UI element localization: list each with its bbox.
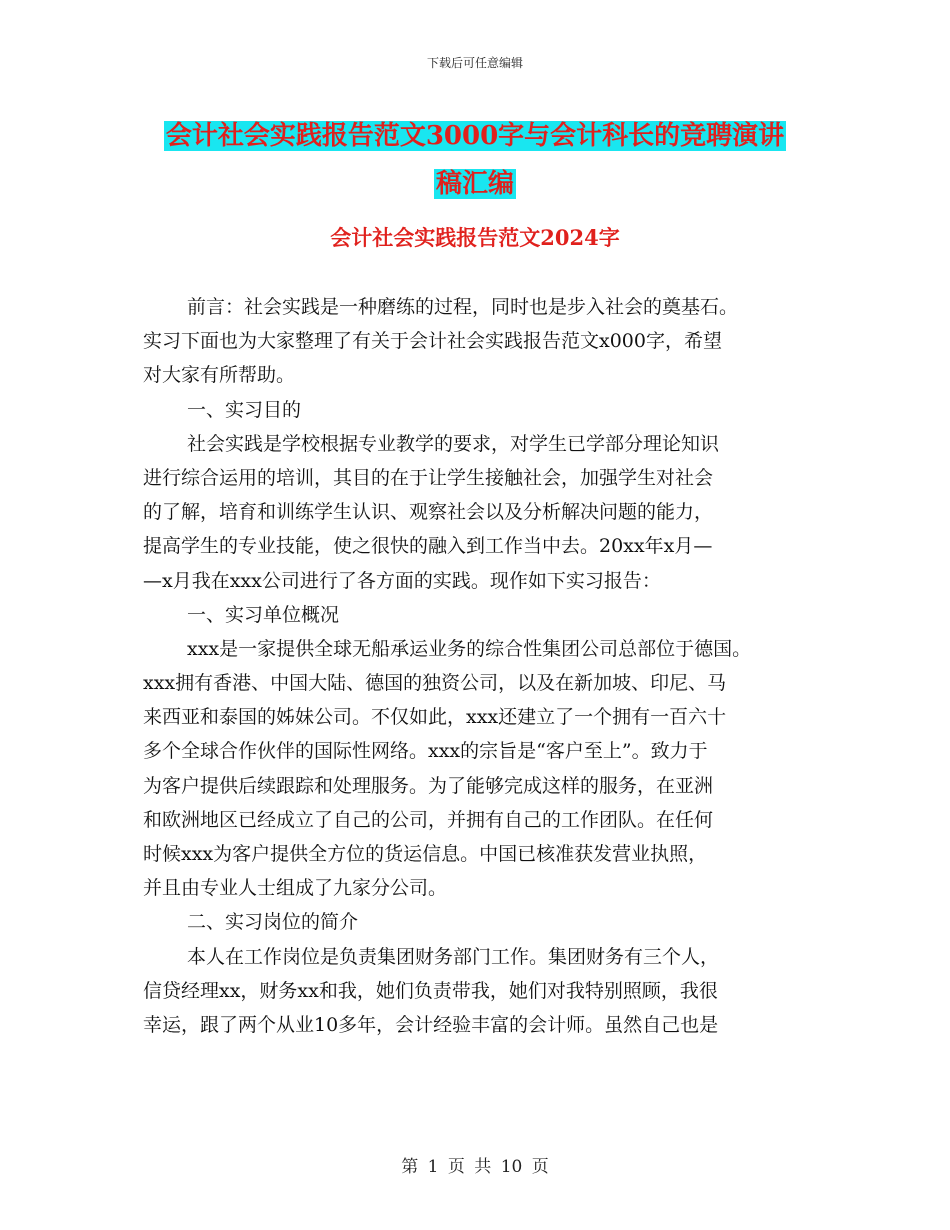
title-line-2: 稿汇编 [435, 169, 514, 199]
text-line: 和欧洲地区已经成立了自己的公司，并拥有自己的工作团队。在任何 [143, 808, 714, 831]
text-line: 二、实习岗位的简介 [187, 911, 359, 934]
body-text [143, 290, 823, 1042]
text-line: 前言：社会实践是一种磨练的过程，同时也是步入社会的奠基石。 [187, 296, 739, 318]
text-line: 社会实践是学校根据专业教学的要求，对学生已学部分理论知识 [187, 432, 720, 455]
text-line: 幸运，跟了两个从业10多年，会计经验丰富的会计师。虽然自己也是 [143, 1013, 719, 1036]
text-line: xxx拥有香港、中国大陆、德国的独资公司，以及在新加坡、印尼、马 [143, 672, 727, 695]
section-title: 会计社会实践报告范文2024字 [330, 225, 620, 250]
page-number: 第 1 页 共 10 页 [401, 1157, 549, 1177]
text-line: 一、实习目的 [187, 398, 302, 421]
text-line: 实习下面也为大家整理了有关于会计社会实践报告范文x000字，希望 [143, 330, 722, 353]
text-line: —x月我在xxx公司进行了各方面的实践。现作如下实习报告： [143, 569, 661, 592]
title-line-1: 会计社会实践报告范文3000字与会计科长的竞聘演讲 [165, 121, 785, 151]
text-line: xxx是一家提供全球无船承运业务的综合性集团公司总部位于德国。 [187, 637, 752, 660]
text-line: 多个全球合作伙伴的国际性网络。xxx的宗旨是“客户至上”。致力于 [143, 740, 708, 763]
text-line: 时候xxx为客户提供全方位的货运信息。中国已核准获发营业执照， [143, 843, 708, 865]
text-line: 进行综合运用的培训，其目的在于让学生接触社会，加强学生对社会 [143, 466, 714, 489]
document-title [0, 112, 950, 208]
text-line: 提高学生的专业技能，使之很快的融入到工作当中去。20xx年x月— [143, 535, 713, 558]
text-line: 信贷经理xx，财务xx和我，她们负责带我，她们对我特别照顾，我很 [143, 979, 718, 1002]
text-line: 的了解，培育和训练学生认识、观察社会以及分析解决问题的能力， [143, 501, 714, 524]
text-line: 本人在工作岗位是负责集团财务部门工作。集团财务有三个人， [187, 945, 720, 968]
text-line: 来西亚和泰国的姊妹公司。不仅如此，xxx还建立了一个拥有一百六十 [143, 706, 727, 729]
text-line: 并且由专业人士组成了九家分公司。 [143, 877, 448, 900]
text-line: 一、实习单位概况 [187, 603, 340, 626]
page-header-note: 下载后可任意编辑 [426, 56, 523, 70]
text-line: 为客户提供后续跟踪和处理服务。为了能够完成这样的服务，在亚洲 [143, 774, 714, 797]
text-line: 对大家有所帮助。 [143, 364, 296, 387]
